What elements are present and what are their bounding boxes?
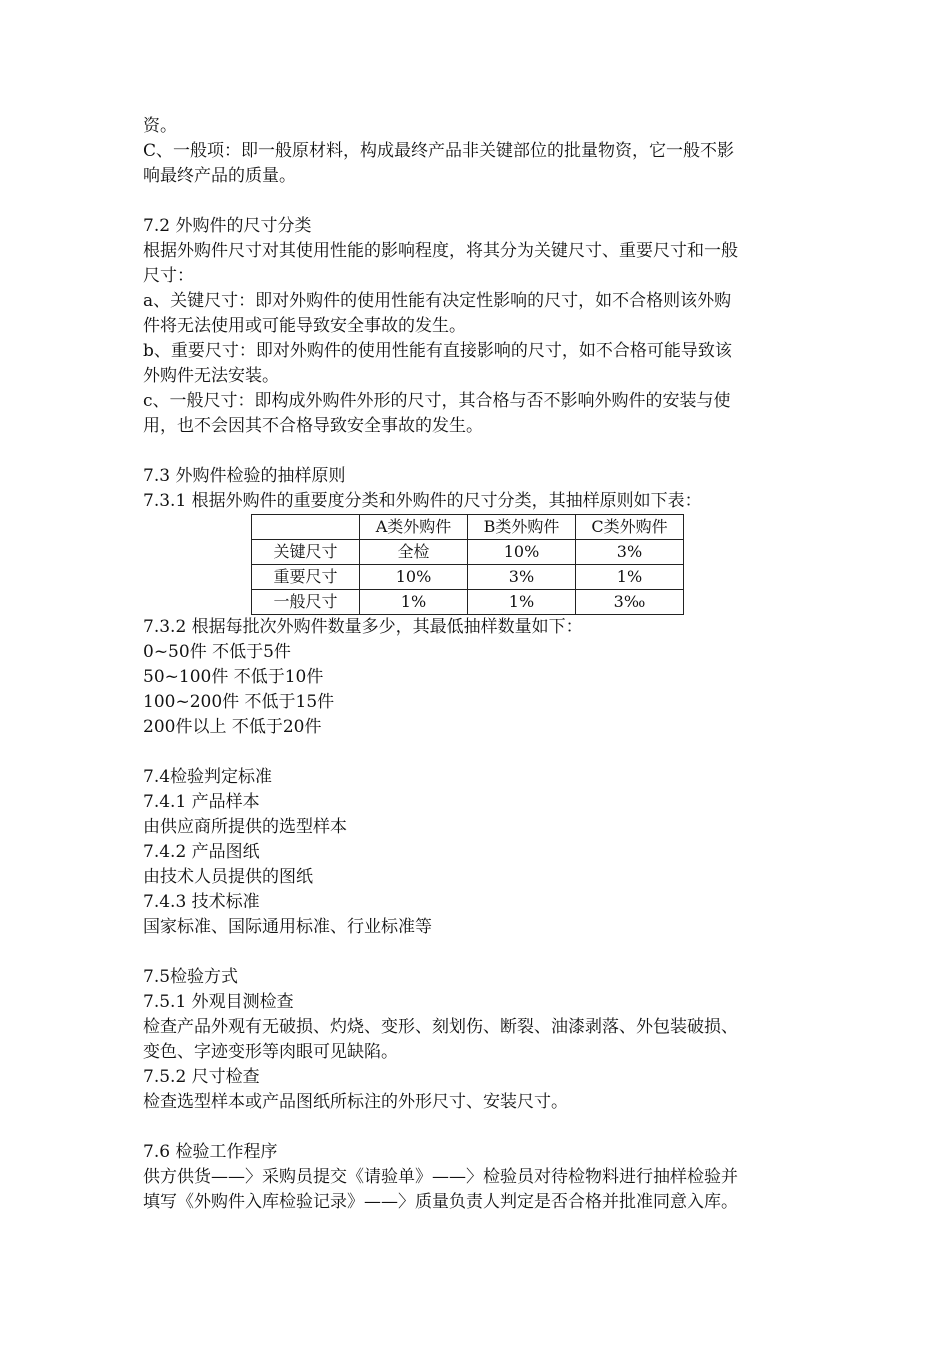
table-header-cell <box>252 515 360 540</box>
table-cell: 3% <box>468 565 576 590</box>
table-cell: 3‰ <box>576 590 684 615</box>
intro-line-1: 资。 <box>143 116 177 136</box>
section-7-5-line: 7.5.2 尺寸检查 <box>143 1067 260 1087</box>
section-7-2-line: c、一般尺寸：即构成外购件外形的尺寸，其合格与否不影响外购件的安装与使 <box>143 391 731 411</box>
section-7-2-line: a、关键尺寸：即对外购件的使用性能有决定性影响的尺寸，如不合格则该外购 <box>143 291 732 311</box>
table-cell: 关键尺寸 <box>252 540 360 565</box>
section-7-4-line: 7.4.3 技术标准 <box>143 892 260 912</box>
section-7-4-heading: 7.4检验判定标准 <box>143 767 273 787</box>
section-7-4-line: 由供应商所提供的选型样本 <box>143 817 347 837</box>
table-cell: 1% <box>576 565 684 590</box>
quantity-line: 0~50件 不低于5件 <box>143 642 291 662</box>
section-7-3-1-line: 7.3.1 根据外购件的重要度分类和外购件的尺寸分类，其抽样原则如下表： <box>143 491 702 511</box>
section-7-5-line: 检查产品外观有无破损、灼烧、变形、刻划伤、断裂、油漆剥落、外包装破损、 <box>143 1017 738 1037</box>
spacer <box>143 740 815 765</box>
table-cell: 3% <box>576 540 684 565</box>
section-7-3-heading: 7.3 外购件检验的抽样原则 <box>143 466 346 486</box>
section-7-2-line: 根据外购件尺寸对其使用性能的影响程度，将其分为关键尺寸、重要尺寸和一般 <box>143 241 738 261</box>
spacer <box>143 1115 815 1140</box>
spacer <box>143 940 815 965</box>
table-row <box>252 540 684 565</box>
table-header-row <box>252 515 684 540</box>
document-page <box>143 114 815 1215</box>
section-7-5-line: 变色、字迹变形等肉眼可见缺陷。 <box>143 1042 398 1062</box>
quantity-line: 50~100件 不低于10件 <box>143 667 324 687</box>
section-7-5-heading: 7.5检验方式 <box>143 967 239 987</box>
section-7-6-heading: 7.6 检验工作程序 <box>143 1142 278 1162</box>
section-7-6-line: 填写《外购件入库检验记录》——〉质量负责人判定是否合格并批准同意入库。 <box>143 1192 738 1212</box>
sampling-table-container <box>251 514 683 615</box>
section-7-3-2-line: 7.3.2 根据每批次外购件数量多少，其最低抽样数量如下： <box>143 617 583 637</box>
section-7-2-line: 尺寸： <box>143 266 194 286</box>
section-7-4-line: 由技术人员提供的图纸 <box>143 867 313 887</box>
table-header-cell: A类外购件 <box>360 515 468 540</box>
table-cell: 重要尺寸 <box>252 565 360 590</box>
sampling-table <box>251 514 684 615</box>
table-cell: 一般尺寸 <box>252 590 360 615</box>
table-cell: 全检 <box>360 540 468 565</box>
section-7-4-line: 国家标准、国际通用标准、行业标准等 <box>143 917 432 937</box>
table-header-cell: C类外购件 <box>576 515 684 540</box>
table-row <box>252 565 684 590</box>
table-cell: 1% <box>360 590 468 615</box>
section-7-2-line: b、重要尺寸：即对外购件的使用性能有直接影响的尺寸，如不合格可能导致该 <box>143 341 732 361</box>
table-cell: 1% <box>468 590 576 615</box>
intro-line-3: 响最终产品的质量。 <box>143 166 296 186</box>
section-7-2-line: 外购件无法安装。 <box>143 366 279 386</box>
intro-line-2: C、一般项：即一般原材料，构成最终产品非关键部位的批量物资，它一般不影 <box>143 141 735 161</box>
section-7-2-line: 用，也不会因其不合格导致安全事故的发生。 <box>143 416 483 436</box>
spacer <box>143 439 815 464</box>
table-header-cell: B类外购件 <box>468 515 576 540</box>
quantity-line: 200件以上 不低于20件 <box>143 717 322 737</box>
section-7-6-line: 供方供货——〉采购员提交《请验单》——〉检验员对待检物料进行抽样检验并 <box>143 1167 738 1187</box>
section-7-2-line: 件将无法使用或可能导致安全事故的发生。 <box>143 316 466 336</box>
table-row <box>252 590 684 615</box>
quantity-line: 100~200件 不低于15件 <box>143 692 335 712</box>
section-7-4-line: 7.4.2 产品图纸 <box>143 842 260 862</box>
spacer <box>143 189 815 214</box>
section-7-5-line: 7.5.1 外观目测检查 <box>143 992 294 1012</box>
table-cell: 10% <box>468 540 576 565</box>
section-7-4-line: 7.4.1 产品样本 <box>143 792 260 812</box>
table-cell: 10% <box>360 565 468 590</box>
section-7-2-heading: 7.2 外购件的尺寸分类 <box>143 216 312 236</box>
section-7-5-line: 检查选型样本或产品图纸所标注的外形尺寸、安装尺寸。 <box>143 1092 568 1112</box>
